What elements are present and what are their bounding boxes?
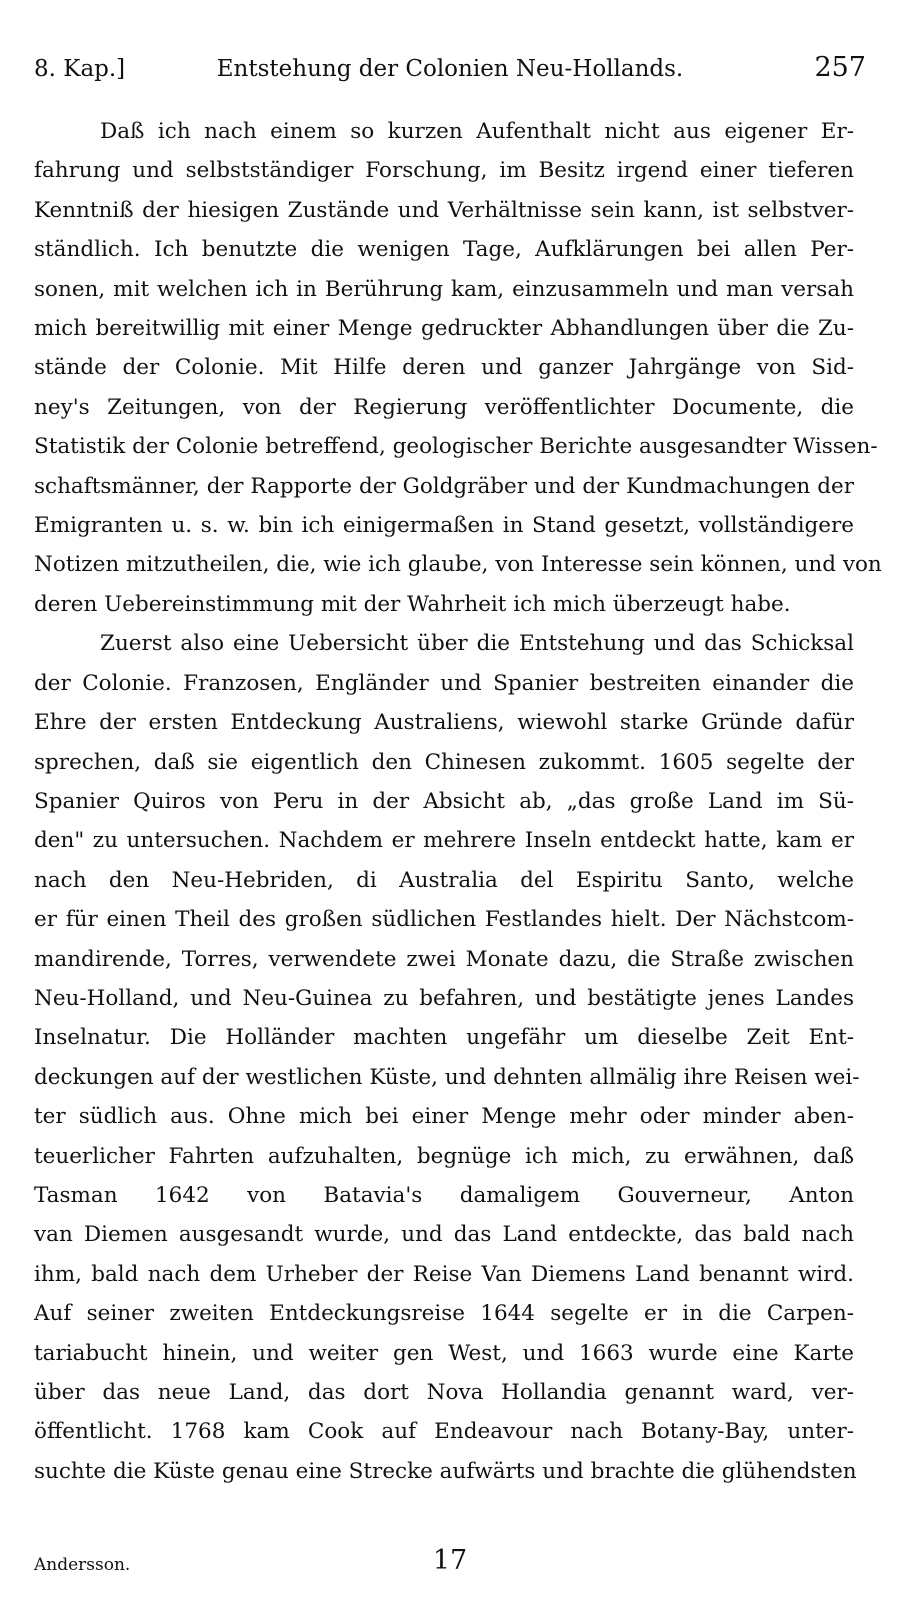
text-line: mich bereitwillig mit einer Menge gedruckter Abhandlungen über die Zu- bbox=[34, 316, 854, 342]
text-line: Tasman 1642 von Batavia's damaligem Gouverneur, Anton bbox=[34, 1182, 854, 1208]
text-line: teuerlicher Fahrten aufzuhalten, begnüge ich mich, zu erwähnen, daß bbox=[34, 1143, 854, 1169]
chapter-label: 8. Kap.] bbox=[34, 56, 126, 82]
running-title: Entstehung der Colonien Neu-Hollands. bbox=[216, 56, 684, 82]
text-line: sprechen, daß sie eigentlich den Chinesen zukommt. 1605 segelte der bbox=[34, 749, 854, 775]
text-line: Zuerst also eine Uebersicht über die Entstehung und das Schicksal bbox=[100, 631, 854, 657]
text-line: tariabucht hinein, und weiter gen West, und 1663 wurde eine Karte bbox=[34, 1340, 854, 1366]
text-line: Statistik der Colonie betreffend, geologischer Berichte ausgesandter Wissen- bbox=[34, 434, 878, 460]
text-line: ihm, bald nach dem Urheber der Reise Van Diemens Land benannt wird. bbox=[34, 1261, 854, 1287]
text-line: ter südlich aus. Ohne mich bei einer Menge mehr oder minder aben- bbox=[34, 1104, 854, 1130]
text-line: van Diemen ausgesandt wurde, und das Land entdeckte, das bald nach bbox=[34, 1222, 854, 1248]
text-line: Inselnatur. Die Holländer machten ungefähr um dieselbe Zeit Ent- bbox=[34, 1025, 854, 1051]
text-line: der Colonie. Franzosen, Engländer und Spanier bestreiten einander die bbox=[34, 670, 854, 696]
running-header bbox=[34, 48, 866, 88]
text-line: Daß ich nach einem so kurzen Aufenthalt nicht aus eigener Er- bbox=[100, 119, 854, 144]
paragraph bbox=[34, 112, 882, 624]
text-line: deren Uebereinstimmung mit der Wahrheit ich mich überzeugt habe. bbox=[34, 591, 791, 617]
body-text bbox=[34, 112, 882, 1491]
text-line: mandirende, Torres, verwendete zwei Monate dazu, die Straße zwischen bbox=[34, 946, 854, 972]
text-line: er für einen Theil des großen südlichen Festlandes hielt. Der Nächstcom- bbox=[34, 907, 854, 933]
text-line: Ehre der ersten Entdeckung Australiens, wiewohl starke Gründe dafür bbox=[34, 710, 854, 736]
text-line: öffentlicht. 1768 kam Cook auf Endeavour nach Botany-Bay, unter- bbox=[34, 1419, 854, 1445]
text-line: den" zu untersuchen. Nachdem er mehrere Inseln entdeckt hatte, kam er bbox=[34, 828, 854, 854]
text-line: deckungen auf der westlichen Küste, und dehnten allmälig ihre Reisen wei- bbox=[34, 1064, 860, 1090]
text-line: suchte die Küste genau eine Strecke aufwärts und brachte die glühendsten bbox=[34, 1458, 857, 1484]
signature-mark: Andersson. bbox=[34, 1555, 131, 1575]
text-line: über das neue Land, das dort Nova Hollandia genannt ward, ver- bbox=[34, 1380, 854, 1405]
text-line: Neu-Holland, und Neu-Guinea zu befahren, und bestätigte jenes Landes bbox=[34, 985, 854, 1011]
text-line: Notizen mitzutheilen, die, wie ich glaube, von Interesse sein können, und von bbox=[34, 552, 882, 578]
text-line: sonen, mit welchen ich in Berührung kam, einzusammeln und man versah bbox=[34, 276, 854, 302]
sheet-number: 17 bbox=[432, 1545, 468, 1576]
page-footer bbox=[34, 1545, 866, 1585]
text-line: stände der Colonie. Mit Hilfe deren und ganzer Jahrgänge von Sid- bbox=[34, 355, 854, 381]
page-number: 257 bbox=[814, 52, 866, 83]
text-line: nach den Neu-Hebriden, di Australia del Espiritu Santo, welche bbox=[34, 867, 854, 893]
text-line: ständlich. Ich benutzte die wenigen Tage, Aufklärungen bei allen Per- bbox=[34, 237, 854, 263]
text-line: Auf seiner zweiten Entdeckungsreise 1644 segelte er in die Carpen- bbox=[34, 1301, 854, 1327]
text-line: ney's Zeitungen, von der Regierung veröffentlichter Documente, die bbox=[34, 394, 854, 420]
text-line: fahrung und selbstständiger Forschung, im Besitz irgend einer tieferen bbox=[34, 158, 854, 184]
text-line: Spanier Quiros von Peru in der Absicht ab, „das große Land im Sü- bbox=[34, 788, 854, 814]
text-line: Kenntniß der hiesigen Zustände und Verhältnisse sein kann, ist selbstver- bbox=[34, 197, 854, 223]
text-line: schaftsmänner, der Rapporte der Goldgräber und der Kundmachungen der bbox=[34, 473, 854, 499]
paragraph bbox=[34, 624, 860, 1491]
text-line: Emigranten u. s. w. bin ich einigermaßen in Stand gesetzt, vollständigere bbox=[34, 513, 854, 539]
